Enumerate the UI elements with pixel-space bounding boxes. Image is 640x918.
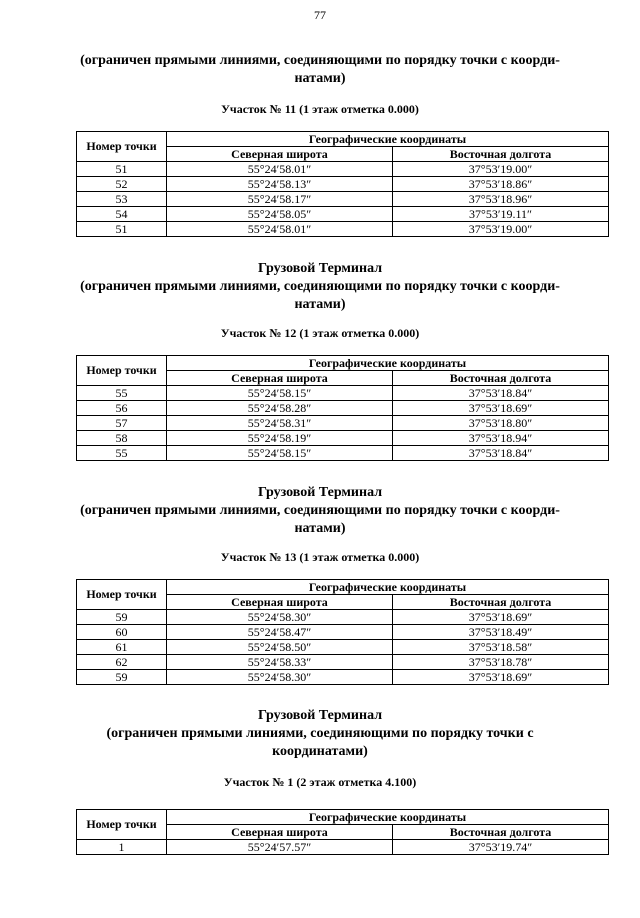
lon-cell: 37°53′19.11″ [393,207,609,222]
point-cell: 54 [77,207,167,222]
table-row [77,655,609,670]
header-geo-coords: Географические координаты [167,356,609,371]
bounded-line-1: (ограничен прямыми линиями, соединяющими по порядку точки с [106,726,534,741]
lon-cell: 37°53′18.58″ [393,640,609,655]
table-row [77,446,609,461]
table-row [77,386,609,401]
header-north-lat: Северная широта [167,371,393,386]
lon-cell: 37°53′18.94″ [393,431,609,446]
lon-cell: 37°53′18.80″ [393,416,609,431]
bounded-line-1: (ограничен прямыми линиями, соединяющими по порядку точки с коорди- [80,503,560,518]
table-row [77,840,609,855]
lat-cell: 55°24′58.19″ [167,431,393,446]
point-cell: 58 [77,431,167,446]
lat-cell: 55°24′58.47″ [167,625,393,640]
section-title: Грузовой Терминал [257,261,383,276]
bounded-line-2: натами) [294,521,346,536]
lat-cell: 55°24′57.57″ [167,840,393,855]
lat-cell: 55°24′58.50″ [167,640,393,655]
point-cell: 60 [77,625,167,640]
section-1-coords-table [76,131,609,237]
header-point-number: Номер точки [77,580,167,610]
point-cell: 57 [77,416,167,431]
table-row [77,401,609,416]
table-row [77,162,609,177]
lon-cell: 37°53′18.84″ [393,386,609,401]
lat-cell: 55°24′58.15″ [167,446,393,461]
header-north-lat: Северная широта [167,595,393,610]
bounded-line-2: натами) [294,71,346,86]
point-cell: 55 [77,386,167,401]
table-row [77,222,609,237]
point-cell: 61 [77,640,167,655]
lon-cell: 37°53′18.49″ [393,625,609,640]
table-row [77,625,609,640]
lon-cell: 37°53′18.84″ [393,446,609,461]
bounded-line-1: (ограничен прямыми линиями, соединяющими по порядку точки с коорди- [80,53,560,68]
section-title: Грузовой Терминал [257,485,383,500]
lat-cell: 55°24′58.30″ [167,610,393,625]
section-3-subtitle: Участок № 13 (1 этаж отметка 0.000) [220,550,420,564]
lat-cell: 55°24′58.30″ [167,670,393,685]
section-1-bounded-text [40,52,600,88]
table-row [77,416,609,431]
table-row [77,207,609,222]
lat-cell: 55°24′58.28″ [167,401,393,416]
header-point-number: Номер точки [77,356,167,386]
section-3-heading [40,484,600,538]
lat-cell: 55°24′58.33″ [167,655,393,670]
bounded-line-2: координатами) [272,744,368,759]
lon-cell: 37°53′19.00″ [393,162,609,177]
bounded-line-1: (ограничен прямыми линиями, соединяющими по порядку точки с коорди- [80,279,560,294]
header-geo-coords: Географические координаты [167,132,609,147]
lon-cell: 37°53′18.96″ [393,192,609,207]
page-number: 77 [314,8,326,22]
table-row [77,640,609,655]
header-point-number: Номер точки [77,810,167,840]
table-row [77,192,609,207]
lon-cell: 37°53′18.69″ [393,401,609,416]
section-3-coords-table [76,579,609,685]
lat-cell: 55°24′58.17″ [167,192,393,207]
header-point-number: Номер точки [77,132,167,162]
table-row [77,610,609,625]
point-cell: 53 [77,192,167,207]
lon-cell: 37°53′19.74″ [393,840,609,855]
point-cell: 62 [77,655,167,670]
lon-cell: 37°53′18.69″ [393,610,609,625]
section-4-subtitle: Участок № 1 (2 этаж отметка 4.100) [223,775,417,789]
table-row [77,177,609,192]
header-east-lon: Восточная долгота [393,371,609,386]
header-east-lon: Восточная долгота [393,595,609,610]
section-2-subtitle: Участок № 12 (1 этаж отметка 0.000) [220,326,420,340]
table-row [77,431,609,446]
header-east-lon: Восточная долгота [393,147,609,162]
lat-cell: 55°24′58.15″ [167,386,393,401]
point-cell: 1 [77,840,167,855]
section-4-coords-table [76,809,609,855]
lat-cell: 55°24′58.01″ [167,222,393,237]
lat-cell: 55°24′58.13″ [167,177,393,192]
section-1-subtitle: Участок № 11 (1 этаж отметка 0.000) [221,102,419,116]
lat-cell: 55°24′58.31″ [167,416,393,431]
point-cell: 51 [77,222,167,237]
point-cell: 55 [77,446,167,461]
point-cell: 56 [77,401,167,416]
lat-cell: 55°24′58.05″ [167,207,393,222]
lon-cell: 37°53′19.00″ [393,222,609,237]
lon-cell: 37°53′18.69″ [393,670,609,685]
header-north-lat: Северная широта [167,147,393,162]
point-cell: 59 [77,610,167,625]
header-geo-coords: Географические координаты [167,580,609,595]
point-cell: 59 [77,670,167,685]
section-2-heading [40,260,600,314]
lon-cell: 37°53′18.78″ [393,655,609,670]
header-east-lon: Восточная долгота [393,825,609,840]
header-north-lat: Северная широта [167,825,393,840]
bounded-line-2: натами) [294,297,346,312]
point-cell: 51 [77,162,167,177]
header-geo-coords: Географические координаты [167,810,609,825]
section-2-coords-table [76,355,609,461]
lat-cell: 55°24′58.01″ [167,162,393,177]
section-title: Грузовой Терминал [257,708,383,723]
lon-cell: 37°53′18.86″ [393,177,609,192]
table-row [77,670,609,685]
section-4-heading [40,707,600,761]
point-cell: 52 [77,177,167,192]
